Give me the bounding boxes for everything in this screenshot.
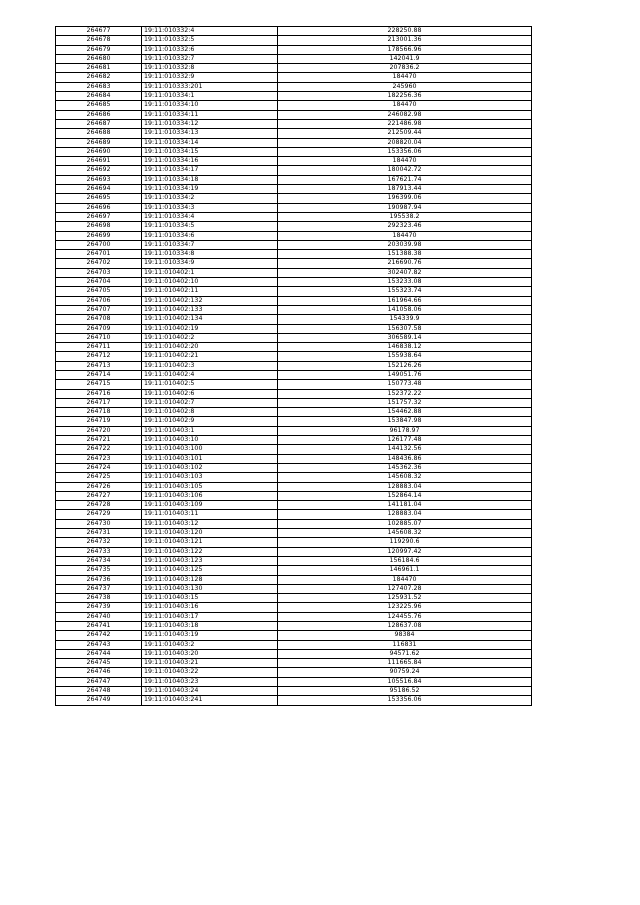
value-cell: 119290.6 (278, 538, 532, 547)
value-cell: 302407.82 (278, 268, 532, 277)
row-number-cell: 264733 (56, 547, 142, 556)
table-row (56, 584, 532, 593)
row-number-cell: 264706 (56, 296, 142, 305)
value-cell: 145608.32 (278, 529, 532, 538)
value-cell: 146838.12 (278, 343, 532, 352)
table-row (56, 315, 532, 324)
cadastral-number-cell: 19:11:010334:16 (142, 157, 278, 166)
row-number-cell: 264679 (56, 45, 142, 54)
row-number-cell: 264748 (56, 687, 142, 696)
row-number-cell: 264691 (56, 157, 142, 166)
value-cell: 292323.46 (278, 222, 532, 231)
table-row (56, 538, 532, 547)
table-row (56, 677, 532, 686)
row-number-cell: 264736 (56, 575, 142, 584)
value-cell: 98384 (278, 631, 532, 640)
row-number-cell: 264696 (56, 203, 142, 212)
row-number-cell: 264704 (56, 278, 142, 287)
value-cell: 141058.06 (278, 305, 532, 314)
row-number-cell: 264692 (56, 166, 142, 175)
row-number-cell: 264719 (56, 417, 142, 426)
table-row (56, 454, 532, 463)
value-cell: 111665.84 (278, 659, 532, 668)
cadastral-number-cell: 19:11:010403:20 (142, 649, 278, 658)
table-row (56, 463, 532, 472)
table-row (56, 389, 532, 398)
value-cell: 90759.24 (278, 668, 532, 677)
cadastral-number-cell: 19:11:010334:8 (142, 250, 278, 259)
table-row (56, 398, 532, 407)
cadastral-number-cell: 19:11:010403:23 (142, 677, 278, 686)
table-body (56, 27, 532, 706)
row-number-cell: 264695 (56, 194, 142, 203)
row-number-cell: 264732 (56, 538, 142, 547)
cadastral-number-cell: 19:11:010403:123 (142, 556, 278, 565)
value-cell: 246082.98 (278, 110, 532, 119)
cadastral-number-cell: 19:11:010334:6 (142, 231, 278, 240)
cadastral-number-cell: 19:11:010332:5 (142, 36, 278, 45)
table-row (56, 640, 532, 649)
row-number-cell: 264709 (56, 324, 142, 333)
cadastral-number-cell: 19:11:010334:15 (142, 147, 278, 156)
row-number-cell: 264734 (56, 556, 142, 565)
row-number-cell: 264746 (56, 668, 142, 677)
row-number-cell: 264683 (56, 82, 142, 91)
cadastral-number-cell: 19:11:010334:14 (142, 138, 278, 147)
table-row (56, 408, 532, 417)
row-number-cell: 264707 (56, 305, 142, 314)
value-cell: 156184.6 (278, 556, 532, 565)
value-cell: 184470 (278, 157, 532, 166)
table-row (56, 82, 532, 91)
value-cell: 178566.96 (278, 45, 532, 54)
row-number-cell: 264741 (56, 622, 142, 631)
value-cell: 184470 (278, 575, 532, 584)
row-number-cell: 264720 (56, 426, 142, 435)
table-row (56, 138, 532, 147)
row-number-cell: 264722 (56, 445, 142, 454)
row-number-cell: 264699 (56, 231, 142, 240)
value-cell: 153847.98 (278, 417, 532, 426)
value-cell: 96178.97 (278, 426, 532, 435)
row-number-cell: 264711 (56, 343, 142, 352)
cadastral-number-cell: 19:11:010402:8 (142, 408, 278, 417)
table-row (56, 185, 532, 194)
value-cell: 128637.08 (278, 622, 532, 631)
table-row (56, 240, 532, 249)
table-row (56, 129, 532, 138)
row-number-cell: 264717 (56, 398, 142, 407)
cadastral-number-cell: 19:11:010403:122 (142, 547, 278, 556)
table-row (56, 27, 532, 36)
cadastral-number-cell: 19:11:010334:19 (142, 185, 278, 194)
table-row (56, 287, 532, 296)
cadastral-number-cell: 19:11:010334:1 (142, 92, 278, 101)
table-row (56, 278, 532, 287)
value-cell: 154462.88 (278, 408, 532, 417)
row-number-cell: 264715 (56, 380, 142, 389)
value-cell: 180042.72 (278, 166, 532, 175)
row-number-cell: 264686 (56, 110, 142, 119)
value-cell: 142041.9 (278, 54, 532, 63)
cadastral-number-cell: 19:11:010334:17 (142, 166, 278, 175)
value-cell: 153233.08 (278, 278, 532, 287)
cadastral-number-cell: 19:11:010334:11 (142, 110, 278, 119)
cadastral-number-cell: 19:11:010402:21 (142, 352, 278, 361)
table-row (56, 649, 532, 658)
table-row (56, 212, 532, 221)
value-cell: 190987.94 (278, 203, 532, 212)
value-cell: 153356.06 (278, 147, 532, 156)
row-number-cell: 264718 (56, 408, 142, 417)
row-number-cell: 264690 (56, 147, 142, 156)
row-number-cell: 264743 (56, 640, 142, 649)
value-cell: 245960 (278, 82, 532, 91)
value-cell: 154339.9 (278, 315, 532, 324)
row-number-cell: 264678 (56, 36, 142, 45)
row-number-cell: 264684 (56, 92, 142, 101)
value-cell: 184470 (278, 231, 532, 240)
cadastral-number-cell: 19:11:010402:9 (142, 417, 278, 426)
value-cell: 161964.66 (278, 296, 532, 305)
table-row (56, 696, 532, 705)
cadastral-number-cell: 19:11:010402:6 (142, 389, 278, 398)
value-cell: 216690.76 (278, 259, 532, 268)
value-cell: 128883.04 (278, 510, 532, 519)
table-row (56, 370, 532, 379)
table-row (56, 575, 532, 584)
cadastral-number-cell: 19:11:010334:7 (142, 240, 278, 249)
cadastral-number-cell: 19:11:010403:128 (142, 575, 278, 584)
cadastral-number-cell: 19:11:010403:21 (142, 659, 278, 668)
cadastral-number-cell: 19:11:010403:16 (142, 603, 278, 612)
value-cell: 150773.48 (278, 380, 532, 389)
value-cell: 213001.36 (278, 36, 532, 45)
row-number-cell: 264702 (56, 259, 142, 268)
row-number-cell: 264716 (56, 389, 142, 398)
table-row (56, 222, 532, 231)
row-number-cell: 264744 (56, 649, 142, 658)
row-number-cell: 264735 (56, 566, 142, 575)
row-number-cell: 264689 (56, 138, 142, 147)
row-number-cell: 264682 (56, 73, 142, 82)
table-row (56, 519, 532, 528)
value-cell: 145362.36 (278, 463, 532, 472)
row-number-cell: 264742 (56, 631, 142, 640)
cadastral-number-cell: 19:11:010403:121 (142, 538, 278, 547)
table-row (56, 203, 532, 212)
table-row (56, 491, 532, 500)
cadastral-number-cell: 19:11:010334:10 (142, 101, 278, 110)
row-number-cell: 264703 (56, 268, 142, 277)
cadastral-number-cell: 19:11:010402:20 (142, 343, 278, 352)
value-cell: 116831 (278, 640, 532, 649)
value-cell: 102885.07 (278, 519, 532, 528)
table-row (56, 622, 532, 631)
table-row (56, 343, 532, 352)
cadastral-number-cell: 19:11:010402:11 (142, 287, 278, 296)
value-cell: 306589.14 (278, 333, 532, 342)
table-row (56, 687, 532, 696)
value-cell: 182256.36 (278, 92, 532, 101)
table-row (56, 501, 532, 510)
value-cell: 221486.98 (278, 119, 532, 128)
cadastral-number-cell: 19:11:010403:2 (142, 640, 278, 649)
cadastral-number-cell: 19:11:010403:241 (142, 696, 278, 705)
value-cell: 203039.98 (278, 240, 532, 249)
value-cell: 195538.2 (278, 212, 532, 221)
row-number-cell: 264749 (56, 696, 142, 705)
cadastral-number-cell: 19:11:010332:4 (142, 27, 278, 36)
row-number-cell: 264724 (56, 463, 142, 472)
table-row (56, 250, 532, 259)
value-cell: 95186.52 (278, 687, 532, 696)
table-row (56, 231, 532, 240)
cadastral-number-cell: 19:11:010402:4 (142, 370, 278, 379)
cadastral-number-cell: 19:11:010403:102 (142, 463, 278, 472)
row-number-cell: 264677 (56, 27, 142, 36)
table-row (56, 259, 532, 268)
cadastral-number-cell: 19:11:010403:109 (142, 501, 278, 510)
row-number-cell: 264701 (56, 250, 142, 259)
cadastral-number-cell: 19:11:010403:103 (142, 473, 278, 482)
value-cell: 196399.06 (278, 194, 532, 203)
table-row (56, 110, 532, 119)
cadastral-number-cell: 19:11:010403:130 (142, 584, 278, 593)
row-number-cell: 264685 (56, 101, 142, 110)
table-row (56, 92, 532, 101)
cadastral-number-cell: 19:11:010334:9 (142, 259, 278, 268)
cadastral-number-cell: 19:11:010333:201 (142, 82, 278, 91)
value-cell: 184470 (278, 73, 532, 82)
value-cell: 151757.32 (278, 398, 532, 407)
table-row (56, 73, 532, 82)
value-cell: 125931.52 (278, 594, 532, 603)
cadastral-number-cell: 19:11:010403:1 (142, 426, 278, 435)
value-cell: 124455.76 (278, 612, 532, 621)
row-number-cell: 264710 (56, 333, 142, 342)
row-number-cell: 264698 (56, 222, 142, 231)
row-number-cell: 264740 (56, 612, 142, 621)
table-row (56, 324, 532, 333)
value-cell: 126177.48 (278, 436, 532, 445)
cadastral-number-cell: 19:11:010403:19 (142, 631, 278, 640)
cadastral-number-cell: 19:11:010402:132 (142, 296, 278, 305)
table-row (56, 175, 532, 184)
table-row (56, 473, 532, 482)
cadastral-number-cell: 19:11:010403:101 (142, 454, 278, 463)
row-number-cell: 264728 (56, 501, 142, 510)
cadastral-number-cell: 19:11:010402:19 (142, 324, 278, 333)
value-cell: 144132.56 (278, 445, 532, 454)
cadastral-number-cell: 19:11:010334:4 (142, 212, 278, 221)
cadastral-number-cell: 19:11:010332:9 (142, 73, 278, 82)
value-cell: 151388.38 (278, 250, 532, 259)
row-number-cell: 264714 (56, 370, 142, 379)
table-row (56, 668, 532, 677)
table-row (56, 119, 532, 128)
cadastral-number-cell: 19:11:010334:2 (142, 194, 278, 203)
cadastral-number-cell: 19:11:010332:6 (142, 45, 278, 54)
value-cell: 149051.76 (278, 370, 532, 379)
cadastral-number-cell: 19:11:010403:15 (142, 594, 278, 603)
table-row (56, 603, 532, 612)
row-number-cell: 264729 (56, 510, 142, 519)
cadastral-number-cell: 19:11:010402:1 (142, 268, 278, 277)
value-cell: 127407.28 (278, 584, 532, 593)
value-cell: 146961.1 (278, 566, 532, 575)
value-cell: 187913.44 (278, 185, 532, 194)
table-row (56, 426, 532, 435)
table-row (56, 445, 532, 454)
row-number-cell: 264687 (56, 119, 142, 128)
table-row (56, 510, 532, 519)
table-row (56, 36, 532, 45)
row-number-cell: 264693 (56, 175, 142, 184)
cadastral-number-cell: 19:11:010403:24 (142, 687, 278, 696)
row-number-cell: 264730 (56, 519, 142, 528)
table-row (56, 305, 532, 314)
row-number-cell: 264694 (56, 185, 142, 194)
cadastral-number-cell: 19:11:010403:12 (142, 519, 278, 528)
cadastral-number-cell: 19:11:010402:133 (142, 305, 278, 314)
value-cell: 152864.14 (278, 491, 532, 500)
cadastral-number-cell: 19:11:010332:7 (142, 54, 278, 63)
table-row (56, 417, 532, 426)
value-cell: 120997.42 (278, 547, 532, 556)
cadastral-number-cell: 19:11:010334:5 (142, 222, 278, 231)
table-row (56, 157, 532, 166)
row-number-cell: 264681 (56, 64, 142, 73)
cadastral-number-cell: 19:11:010403:125 (142, 566, 278, 575)
cadastral-number-cell: 19:11:010402:5 (142, 380, 278, 389)
table-row (56, 147, 532, 156)
row-number-cell: 264723 (56, 454, 142, 463)
value-cell: 152126.26 (278, 361, 532, 370)
table-row (56, 547, 532, 556)
cadastral-number-cell: 19:11:010403:22 (142, 668, 278, 677)
value-cell: 155938.64 (278, 352, 532, 361)
row-number-cell: 264697 (56, 212, 142, 221)
cadastral-number-cell: 19:11:010334:3 (142, 203, 278, 212)
table-row (56, 268, 532, 277)
cadastral-number-cell: 19:11:010403:100 (142, 445, 278, 454)
row-number-cell: 264745 (56, 659, 142, 668)
cadastral-number-cell: 19:11:010403:105 (142, 482, 278, 491)
table-row (56, 101, 532, 110)
row-number-cell: 264747 (56, 677, 142, 686)
table-row (56, 482, 532, 491)
value-cell: 141181.04 (278, 501, 532, 510)
row-number-cell: 264700 (56, 240, 142, 249)
value-cell: 167621.74 (278, 175, 532, 184)
row-number-cell: 264727 (56, 491, 142, 500)
row-number-cell: 264731 (56, 529, 142, 538)
value-cell: 148436.86 (278, 454, 532, 463)
cadastral-number-cell: 19:11:010334:12 (142, 119, 278, 128)
cadastral-number-cell: 19:11:010334:18 (142, 175, 278, 184)
value-cell: 152372.22 (278, 389, 532, 398)
row-number-cell: 264712 (56, 352, 142, 361)
cadastral-number-cell: 19:11:010402:2 (142, 333, 278, 342)
row-number-cell: 264739 (56, 603, 142, 612)
table-row (56, 556, 532, 565)
table-row (56, 333, 532, 342)
value-cell: 156307.58 (278, 324, 532, 333)
value-cell: 228250.88 (278, 27, 532, 36)
cadastral-number-cell: 19:11:010402:3 (142, 361, 278, 370)
value-cell: 155323.74 (278, 287, 532, 296)
table-row (56, 45, 532, 54)
cadastral-number-cell: 19:11:010402:7 (142, 398, 278, 407)
cadastral-number-cell: 19:11:010403:17 (142, 612, 278, 621)
table-row (56, 194, 532, 203)
row-number-cell: 264737 (56, 584, 142, 593)
row-number-cell: 264725 (56, 473, 142, 482)
table-row (56, 361, 532, 370)
table-row (56, 64, 532, 73)
table-row (56, 566, 532, 575)
table-row (56, 54, 532, 63)
table-row (56, 352, 532, 361)
cadastral-number-cell: 19:11:010334:13 (142, 129, 278, 138)
value-cell: 184470 (278, 101, 532, 110)
table-row (56, 380, 532, 389)
table-row (56, 166, 532, 175)
table-row (56, 612, 532, 621)
value-cell: 145608.32 (278, 473, 532, 482)
cadastral-number-cell: 19:11:010403:10 (142, 436, 278, 445)
cadastral-number-cell: 19:11:010403:18 (142, 622, 278, 631)
table-row (56, 631, 532, 640)
cadastral-number-cell: 19:11:010403:106 (142, 491, 278, 500)
table-row (56, 296, 532, 305)
cadastral-value-table (55, 26, 532, 706)
row-number-cell: 264738 (56, 594, 142, 603)
row-number-cell: 264705 (56, 287, 142, 296)
table-row (56, 436, 532, 445)
table-row (56, 594, 532, 603)
cadastral-number-cell: 19:11:010402:10 (142, 278, 278, 287)
row-number-cell: 264713 (56, 361, 142, 370)
value-cell: 128883.04 (278, 482, 532, 491)
value-cell: 212509.44 (278, 129, 532, 138)
value-cell: 105516.84 (278, 677, 532, 686)
row-number-cell: 264726 (56, 482, 142, 491)
value-cell: 208820.04 (278, 138, 532, 147)
value-cell: 207836.2 (278, 64, 532, 73)
cadastral-number-cell: 19:11:010402:134 (142, 315, 278, 324)
table-row (56, 659, 532, 668)
row-number-cell: 264708 (56, 315, 142, 324)
cadastral-number-cell: 19:11:010403:120 (142, 529, 278, 538)
row-number-cell: 264680 (56, 54, 142, 63)
value-cell: 123225.96 (278, 603, 532, 612)
value-cell: 153356.06 (278, 696, 532, 705)
row-number-cell: 264721 (56, 436, 142, 445)
value-cell: 94571.62 (278, 649, 532, 658)
cadastral-number-cell: 19:11:010403:11 (142, 510, 278, 519)
table-row (56, 529, 532, 538)
row-number-cell: 264688 (56, 129, 142, 138)
cadastral-number-cell: 19:11:010332:8 (142, 64, 278, 73)
